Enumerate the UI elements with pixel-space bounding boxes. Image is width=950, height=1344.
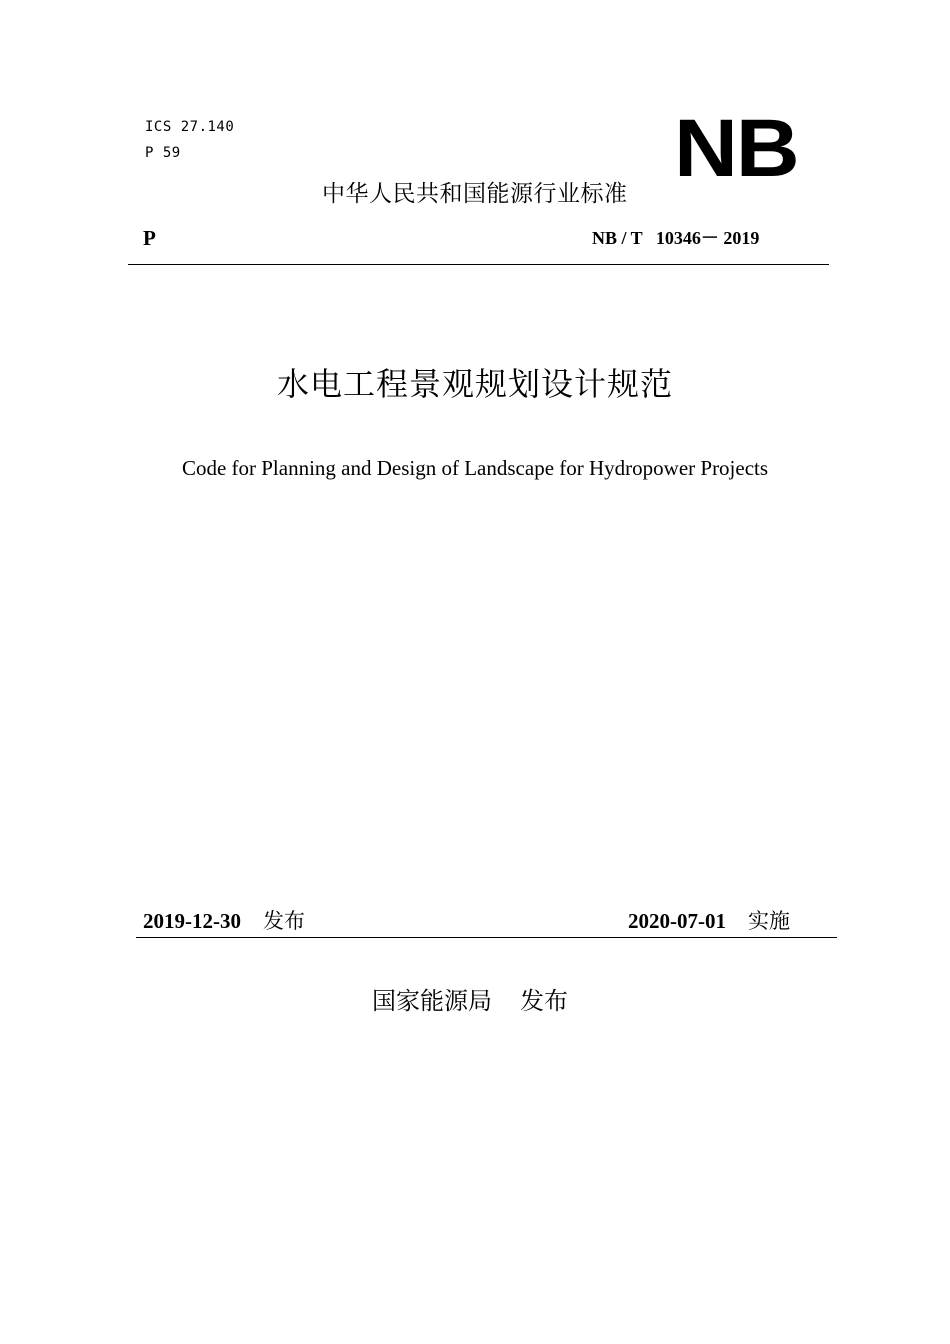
document-title-chinese: 水电工程景观规划设计规范 <box>276 365 673 403</box>
top-divider <box>128 264 829 265</box>
standard-type-heading: 中华人民共和国能源行业标准 <box>322 181 628 207</box>
category-letter: P <box>143 226 156 250</box>
bottom-divider <box>136 937 837 938</box>
publisher <box>372 984 568 1018</box>
nb-logo: NB <box>674 103 798 194</box>
document-title-english: Code for Planning and Design of Landscape for Hydropower Projects <box>181 456 769 480</box>
classification-code: P 59 <box>145 145 181 161</box>
implementation-date: 2020-07-01 <box>628 909 726 933</box>
ics-number: ICS 27.140 <box>145 119 235 135</box>
implementation-label: 实施 <box>748 909 790 933</box>
publisher-action: 发布 <box>520 987 568 1015</box>
issue-info <box>143 906 305 936</box>
implementation-info <box>628 906 790 936</box>
standard-number: NB / T 10346－ 2019 <box>592 228 760 248</box>
issue-label: 发布 <box>263 909 305 933</box>
publisher-name: 国家能源局 <box>372 987 492 1015</box>
issue-date: 2019-12-30 <box>143 909 241 933</box>
